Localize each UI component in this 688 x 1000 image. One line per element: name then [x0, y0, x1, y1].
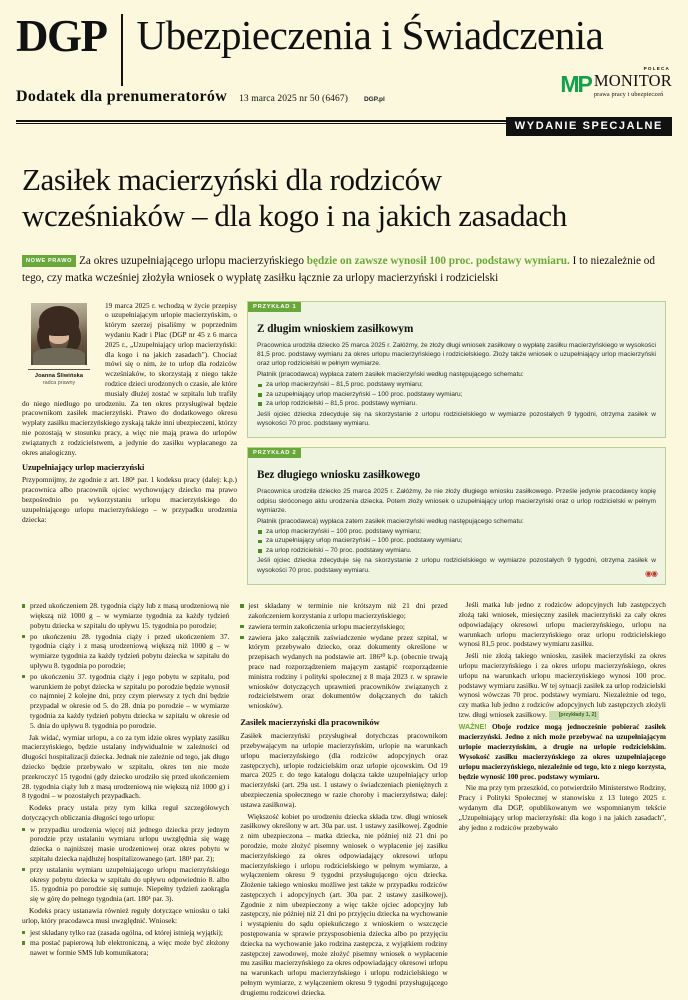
list-item: po ukończeniu 37. tygodnia ciąży i jego pobytu w szpitalu, pod warunkiem że pobyt dziecka w szpitalu po porodzie będzie wynosił co najmniej 2 kolejne dni, przy czym pierwszy z tych dni będzie przypadał w okresie od 5. do 28. dnia po porodzie – w wymiarze tygodnia za każdy tydzień pobytu dziecka w szpitalu w okresie od 5. dnia do upływu 8. tygodnia po porodzie. — [22, 672, 229, 731]
zasilek-paragraph-1: Zasiłek macierzyński przysługiwał dotychczas pracownikom przebywającym na urlopie macierzyńskim, urlopie na warunkach urlopu macierzyńskiego (dla rodziców adopcyjnych oraz zastępczych), urlopie rodzicielskim oraz urlopie ojcowskim. Od 19 marca 2025 r. do tego katalogu dołącza także uzupełniający urlop macierzyński (art. 29a ust. 1 ustawy o świadczeniach pieniężnych z ubezpieczenia społecznego w razie choroby i macierzyństwa; dalej: ustawa zasiłkowa). — [240, 731, 448, 809]
monitor-name: MONITOR — [593, 71, 672, 90]
example-2-p3: Jeśli ojciec dziecka zdecyduje się na skorzystanie z urlopu rodzicielskiego w wymiarze pozostałych 9 tygodni, otrzyma zasiłek w wysokości 70 proc. podstawy wymiaru. — [257, 557, 656, 574]
author-role: radca prawny — [42, 379, 76, 386]
three-column-text — [22, 600, 666, 1000]
author-divider — [28, 369, 90, 370]
uzupelniajacy-paragraph-3: Kodeks pracy ustala przy tym kilka reguł szczegółowych dotyczących obliczania długości tego urlopu: — [22, 803, 230, 822]
supplement-label: Dodatek dla prenumeratorów — [16, 88, 228, 105]
example-1-list — [257, 380, 656, 408]
list-item: przy ustalaniu wymiaru uzupełniającego urlopu macierzyńskiego okresy pobytu dziecka w szpitalu do upływu odpowiednio 8. albo 15. tygodnia po porodzie się sumuje. Niepełny tydzień zaokrągla się w górę do pełnego tygodnia (art. 180¹ par. 3). — [22, 865, 229, 904]
special-edition-badge: WYDANIE SPECJALNE — [506, 117, 672, 136]
list-item: przed ukończeniem 28. tygodnia ciąży lub z masą urodzeniową nie większą niż 1000 g – w wymiarze tygodnia za każdy tydzień pobytu dziecka w szpitalu do upływu 15. tygodnia po porodzie; — [22, 601, 229, 630]
text-column-3 — [459, 600, 666, 1000]
zasilek-paragraph-3: Jeśli matka lub jedno z rodziców adopcyjnych lub zastępczych złożą taki wniosek, miesięczny zasiłek macierzyński za cały okres odpowiadający okresowi urlopu macierzyńskiego, urlopu na warunkach urlopu macierzyńskiego oraz urlopu rodzicielskiego wynosi 81,5 proc. podstawy wymiaru zasiłku. — [458, 600, 666, 649]
headline-line-1: Zasiłek macierzyński dla rodziców — [22, 162, 442, 197]
kodeks-paragraph: Kodeks pracy ustanawia również reguły dotyczące wniosku o taki urlop, który pracodawca musi uwzględnić. Wniosek: — [22, 906, 230, 925]
monitor-subtitle: prawa pracy i ubezpieczeń — [593, 90, 664, 98]
example-1-list-item: za uzupełniający urlop macierzyński – 100 proc. podstawy wymiaru; — [257, 390, 656, 399]
example-2-list — [257, 527, 656, 555]
list-item: jest składany tylko raz (zasada ogólna, od której istnieją wyjątki); — [22, 928, 229, 938]
intro-column — [22, 301, 237, 595]
lead-text-highlight: będzie on zawsze wynosił 100 proc. podstawy wymiaru. — [306, 254, 570, 267]
example-end-mark: ◉◉ — [645, 569, 657, 579]
example-1-p3: Jeśli ojciec dziecka zdecyduje się na skorzystanie z urlopu rodzicielskiego w wymiarze pozostałych 9 tygodni, otrzyma zasiłek w wysokości 70 proc. podstawy wymiaru. — [257, 410, 656, 427]
zasilek-paragraph-4-text: Jeśli nie złożą takiego wniosku, zasiłek macierzyński za okres urlopu macierzyńskiego i za okres urlopu macierzyńskiego, okres urlopu na warunkach urlopu macierzyńskiego wynosi 100 proc. podstawy wymiaru zasiłku. W tej sytuacji zasiłek za urlop rodzicielski wynosi wówczas 70 proc. podstawy wymiaru. Niezależnie od tego, czy matka lub jedno z rodziców adopcyjnych lub zastępczych złożyli tzw. długi wniosek zasiłkowy. — [458, 651, 666, 719]
section-heading-uzupelniajacy: Uzupełniający urlop macierzyński — [22, 463, 145, 473]
example-box-1 — [247, 301, 666, 439]
zasilek-paragraph-4 — [459, 651, 666, 720]
new-law-tag: NOWE PRAWO — [22, 255, 76, 268]
top-row — [22, 301, 666, 595]
examples-reference-tag: [przykłady 1, 2] — [549, 711, 599, 720]
text-column-1 — [22, 600, 229, 1000]
masthead-divider — [121, 14, 123, 86]
example-2-list-item: za uzupełniający urlop macierzyński – 100 proc. podstawy wymiaru; — [257, 536, 656, 545]
author-block — [22, 303, 96, 390]
site-url: DGP.pl — [363, 96, 385, 103]
examples-column — [247, 301, 666, 595]
example-2-body — [257, 487, 656, 575]
example-1-list-item: za urlop macierzyński – 81,5 proc. podstawy wymiaru; — [257, 380, 656, 389]
example-box-2 — [247, 447, 666, 585]
final-paragraph: Nie ma przy tym przeszkód, co potwierdziło Ministerstwo Rodziny, Pracy i Polityki Społecznej w stanowisku z 13 lutego 2025 r. wydanym dla DGP, opublikowanym we wspomnianym tekście „Uzupełniający urlop macierzyński: dla kogo i na jakich zasadach", aby jedno z rodziców przebywało — [458, 783, 666, 832]
monitor-mp-mark: MP — [560, 71, 591, 98]
bullets-group-1 — [22, 601, 229, 730]
list-item: zawiera jako załącznik zaświadczenie wydane przez szpital, w którym przebywało dziecko, oraz dokumenty określone w przepisach wydanych na podstawie art. 186³⁰ k.p. (obecnie trwają prace nad rozporządzeniem mającym zastąpić rozporządzenie ministra rodziny i polityki społecznej z 8 maja 2023 r. w sprawie wniosków dotyczących uprawnień pracowników związanych z rodzicielstwem oraz dokumentów dołączanych do takich wniosków). — [240, 633, 447, 711]
lead-text-part1: Za okres uzupełniającego urlopu macierzyńskiego — [79, 254, 307, 267]
important-label: WAŻNE! — [458, 722, 487, 731]
example-1-body — [257, 341, 656, 429]
example-1-tag: PRZYKŁAD 1 — [248, 302, 301, 312]
list-item: po ukończeniu 28. tygodnia ciąży i przed ukończeniem 37. tygodnia ciąży i z masą urodzeniową większą niż 1000 g – w wymiarze tygodnia za każdy tydzień pobytu dziecka w szpitalu do upływu 8. tygodnia po porodzie; — [22, 632, 229, 671]
uzupelniajacy-paragraph-1: Przypomnijmy, że zgodnie z art. 180¹ par. 1 kodeksu pracy (dalej: k.p.) pracownica albo pracownik ojciec wychowujący dziecko ma prawo bezpośrednio po wykorzystaniu urlopu macierzyńskiego do uzupełniającego urlopu macierzyńskiego – w przypadku urodzenia dziecka: — [22, 475, 237, 524]
masthead-title: Ubezpieczenia i Świadczenia — [136, 12, 604, 58]
example-2-tag: PRZYKŁAD 2 — [248, 448, 301, 458]
issue-date: 13 marca 2025 nr 50 (6467) — [239, 94, 348, 104]
section-heading-zasilek: Zasiłek macierzyński dla pracowników — [240, 717, 380, 727]
uzupelniajacy-paragraph-2: Jak widać, wymiar urlopu, a co za tym idzie okres wypłaty zasiłku macierzyńskiego, będzie ustalany indywidualnie w zależności od długości hospitalizacji dziecka. Jednak nie zależnie od tego, jak długo dziecko będzie przebywało w szpitalu, okres ten nie może przekroczyć 15 tygodni (gdy dziecko urodziło się przed ukończeniem 28. tygodnia ciąży lub z masą urodzeniową nie większą niż 1000 g) i 8 tygodni – w pozostałych przypadkach. — [22, 732, 230, 801]
partner-logo — [560, 66, 672, 98]
example-1-p2: Płatnik (pracodawca) wypłaca zatem zasiłek macierzyński według następującego schematu: — [257, 370, 524, 378]
lead-text-part2: I to niezależnie od tego, czy matka wcześniej złożyła wniosek o wypłatę zasiłku łącznie za urlopy macierzyński i rodzicielski — [22, 254, 655, 284]
example-1-p1: Pracownica urodziła dziecko 25 marca 2025 r. Załóżmy, że złoży długi wniosek zasiłkowy o wypłatę zasiłku macierzyńskiego w wysokości 81,5 proc. podstawy wymiaru za okres urlopu macierzyńskiego i rodzicielskiego. Złoży także wniosek o uzupełniający urlop macierzyński oraz urlop rodzicielski w pełnym wymiarze. — [257, 341, 656, 368]
bullets-group-2 — [22, 825, 229, 904]
example-2-list-item: za urlop macierzyński – 100 proc. podstawy wymiaru; — [257, 527, 656, 536]
list-item: w przypadku urodzenia więcej niż jednego dziecka przy jednym porodzie przy ustalaniu wymiaru urlopu uwzględnia się wagę dziecka o najniższej masie urodzeniowej oraz okres pobytu w szpitalu dziecka najdłużej hospitalizowanego (art. 180¹ par. 2); — [22, 825, 229, 864]
example-1-list-item: za urlop rodzicielski – 81,5 proc. podstawy wymiaru. — [257, 399, 656, 408]
bullets-group-3b — [240, 601, 447, 711]
important-note — [459, 722, 666, 781]
article-lead — [16, 253, 672, 287]
article-headline — [16, 162, 672, 235]
partner-recommends-label: POLECA — [643, 66, 670, 71]
intro-paragraph: 19 marca 2025 r. wchodzą w życie przepisy o uzupełniającym urlopie macierzyńskim, o którym szerzej pisaliśmy w poprzednim wydaniu Kadr i Płac (DGP nr 45 z 6 marca 2025 r., „Uzupełniający urlop macierzyński: dla kogo i na jakich zasadach"). Chociaż mówi się o nim, że to urlop dla rodziców wcześniaków, to skorzystają z niego także rodzice dzieci urodzonych o czasie, ale które musiały dłużej zostać w szpitalu lub trafiły do niego niedługo po urodzeniu. Za ten okres przysługiwał będzie pracownikom zasiłek macierzyński. Prawo do dodatkowego okresu wypłaty zasiłku macierzyńskiego zyskają także inni ubezpieczeni, którzy nie pozostają w stosunku pracy, a więc nie mają prawa do urlopów związanych z rodzicielstwem, a jedynie do zasiłku wypłacanego za okres analogiczny. — [22, 300, 237, 457]
example-2-p2: Płatnik (pracodawca) wypłaca zatem zasiłek macierzyński według następującego schematu: — [257, 517, 524, 525]
article-body — [16, 301, 672, 1000]
text-column-2 — [240, 600, 447, 1000]
masthead — [16, 0, 672, 66]
list-item: zawiera termin zakończenia urlopu macierzyńskiego; — [240, 622, 447, 632]
headline-line-2: wcześniaków – dla kogo i na jakich zasadach — [22, 198, 567, 234]
uzupelniajacy-intro — [22, 475, 237, 524]
bullets-group-3a — [22, 928, 229, 958]
zasilek-paragraph-2: Większość kobiet po urodzeniu dziecka składa tzw. długi wniosek zasiłkowy określony w art. 30a par. ust. 1 ustawy zasiłkowej. Zgodnie z nim ubezpieczona – matka dziecka, nie później niż 21 dni po porodzie, może złożyć pisemny wniosek o wypłacenie jej zasiłku macierzyńskiego za okres odpowiadający okresowi urlopu macierzyńskiego i urlopu rodzicielskiego w pełnym wymiarze, a wyłączeniem okresu 9 tygodni przysługującego ojcu dziecka. Złożenie takiego wniosku możliwe jest także w przypadku rodziców zastępczych i adopcyjnych (art. 30a par. 2 ustawy zasiłkowej). Zgodnie z nim ubezpieczony a więc także ojciec adopcyjny lub zastępczy, nie później niż 21 dni po przyjęciu dziecka na wychowanie i wystąpieniu do sądu opiekuńczego z wnioskiem o wszczęcie postępowania w sprawie przysposobienia dziecka albo po przyjęciu dziecka na wychowanie jako rodzina zastępcza, z wyjątkiem rodziny zastępczej zawodowej, może złożyć pisemny wniosek o wypłacenie mu zasiłku macierzyńskiego za okres odpowiadający okresowi urlopu na warunkach urlopu macierzyńskiego i urlopu rodzicielskiego w pełnym wymiarze, z wyłączeniem okresu 9 tygodni przysługującego drugiemu rodzicowi dziecka. — [240, 811, 448, 997]
author-name: Joanna Śliwińska — [34, 372, 84, 379]
list-item: ma postać papierową lub elektroniczną, a więc może być złożony nawet w formie SMS lub komunikatora; — [22, 938, 229, 958]
important-text: Oboje rodzice mogą jednocześnie pobierać zasiłek macierzyński. Jedno z nich może przebywać na uzupełniającym urlopie macierzyńskim, a drugie na urlopie rodzicielskim. Wysokość zasiłku macierzyńskiego za okres uzupełniającego urlopu macierzyńskiego, niezależnie od tego, kto z niego korzysta, będzie wynosić 100 proc. podstawy wymiaru. — [458, 721, 666, 781]
example-1-title: Z długim wnioskiem zasiłkowym — [257, 322, 414, 335]
example-2-list-item: za urlop rodzicielski – 70 proc. podstawy wymiaru. — [257, 546, 656, 555]
author-photo — [31, 303, 87, 365]
example-2-p1: Pracownica urodziła dziecko 25 marca 2025 r. Załóżmy, że nie złoży długiego wniosku zasiłkowego. Prześle jedynie pracodawcy kopię odpisu skróconego aktu urodzenia dziecka. Potem złoży wniosek o uzupełniający urlop macierzyński oraz o urlop rodzicielski w pełnym wymiarze. — [257, 488, 656, 515]
dgp-logo: DGP — [16, 11, 107, 61]
list-item: jest składany w terminie nie krótszym niż 21 dni przed zakończeniem korzystania z urlopu macierzyńskiego; — [240, 601, 447, 621]
submasthead — [16, 66, 672, 114]
example-2-title: Bez długiego wniosku zasiłkowego — [257, 469, 421, 482]
